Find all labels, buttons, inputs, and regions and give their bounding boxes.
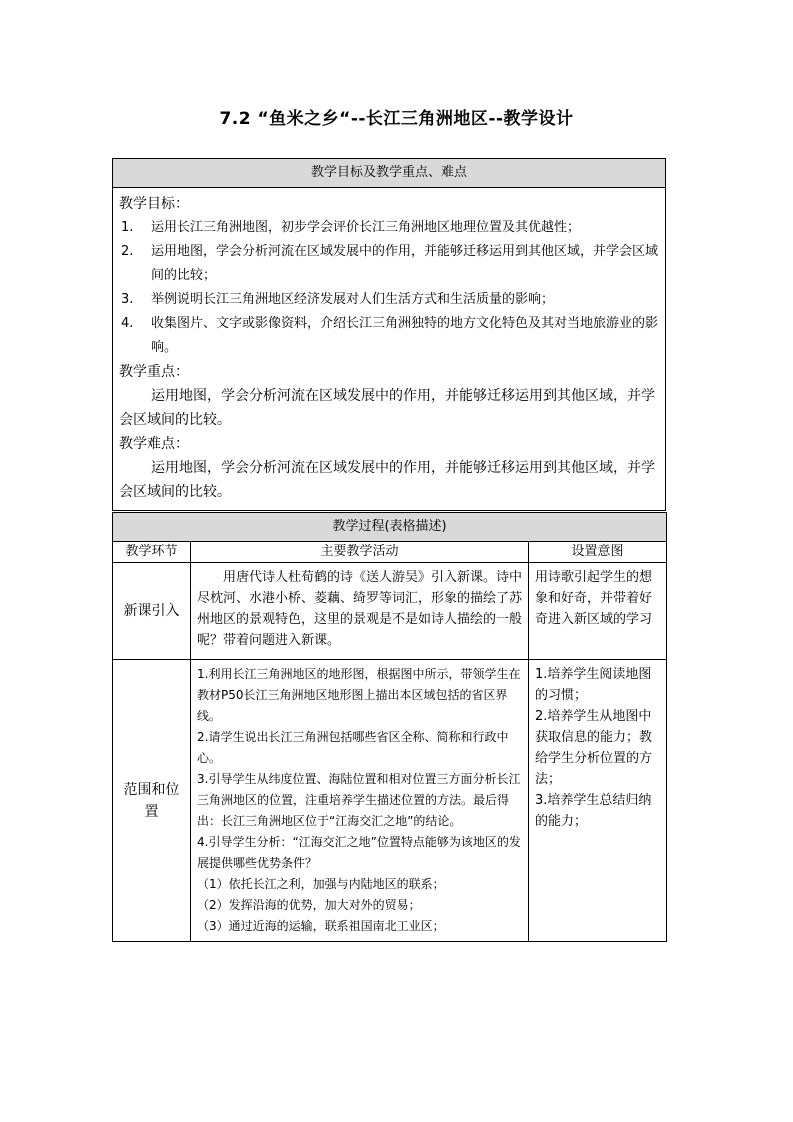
activity-item: 4.引导学生分析：“江海交汇之地”位置特点能够为该地区的发展提供哪些优势条件？ <box>197 835 521 870</box>
activity-item: （3）通过近海的运输，联系祖国南北工业区； <box>197 919 445 933</box>
goal-item: 1. 运用长江三角洲地图，初步学会评价长江三角洲地区地理位置及其优越性； <box>121 220 581 235</box>
key-points-label: 教学重点： <box>119 364 189 380</box>
goals-list <box>119 216 659 360</box>
purpose-cell <box>529 563 667 660</box>
column-header-purpose: 设置意图 <box>529 542 667 563</box>
activity-item: 1.利用长江三角洲地区的地形图，根据图中所示，带领学生在教材P50长江三角洲地区地形图上描出本区域包括的省区界线。 <box>197 667 521 723</box>
purpose-text: 用诗歌引起学生的想象和好奇，并带着好奇进入新区域的学习 <box>535 570 653 627</box>
activity-item: 2.请学生说出长江三角洲包括哪些省区全称、简称和行政中心。 <box>197 730 509 765</box>
process-table <box>112 512 667 942</box>
activity-item: （2）发挥沿海的优势，加大对外的贸易； <box>197 898 421 912</box>
stage-cell: 范围和位置 <box>113 660 191 942</box>
activity-item: （1）依托长江之利，加强与内陆地区的联系； <box>197 877 445 891</box>
objectives-table-header: 教学目标及教学重点、难点 <box>113 159 666 188</box>
purpose-item: 3.培养学生总结归纳的能力； <box>535 793 652 829</box>
goal-item: 2. 运用地图，学会分析河流在区域发展中的作用，并能够迁移运用到其他区域，并学会区域间的比较； <box>121 244 659 283</box>
goal-item: 4. 收集图片、文字或影像资料，介绍长江三角洲独特的地方文化特色及其对当地旅游业的影响。 <box>121 316 659 355</box>
purpose-item: 2.培养学生从地图中获取信息的能力；教给学生分析位置的方法； <box>535 709 653 787</box>
purpose-item: 1.培养学生阅读地图的习惯； <box>535 667 652 703</box>
page-title: 7.2 “鱼米之乡“--长江三角洲地区--教学设计 <box>219 109 574 129</box>
activity-text: 用唐代诗人杜荀鹤的诗《送人游吴》引入新课。诗中尽枕河、水港小桥、菱藕、绮罗等词汇，形象的描绘了苏州地区的景观特色，这里的景观是不是如诗人描绘的一般呢？带着问题进入新课。 <box>197 570 523 648</box>
goal-item: 3. 举例说明长江三角洲地区经济发展对人们生活方式和生活质量的影响； <box>121 292 555 307</box>
column-header-stage: 教学环节 <box>113 542 191 563</box>
table-row <box>113 660 667 942</box>
key-points-text: 运用地图，学会分析河流在区域发展中的作用，并能够迁移运用到其他区域，并学会区域间的比较。 <box>119 388 655 428</box>
purpose-cell <box>529 660 667 942</box>
activity-item: 3.引导学生从纬度位置、海陆位置和相对位置三方面分析长江三角洲地区的位置，注重培养学生描述位置的方法。最后得出：长江三角洲地区位于“江海交汇之地”的结论。 <box>197 772 521 828</box>
activity-cell <box>191 660 529 942</box>
difficult-points-label: 教学难点： <box>119 436 189 452</box>
objectives-table <box>112 158 666 511</box>
table-row <box>113 563 667 660</box>
column-header-activity: 主要教学活动 <box>191 542 529 563</box>
process-table-header: 教学过程(表格描述) <box>113 513 667 542</box>
stage-cell: 新课引入 <box>113 563 191 660</box>
activity-cell <box>191 563 529 660</box>
objectives-table-body <box>113 188 666 511</box>
difficult-points-text: 运用地图，学会分析河流在区域发展中的作用，并能够迁移运用到其他区域，并学会区域间的比较。 <box>119 460 655 500</box>
goals-label: 教学目标： <box>119 196 189 212</box>
